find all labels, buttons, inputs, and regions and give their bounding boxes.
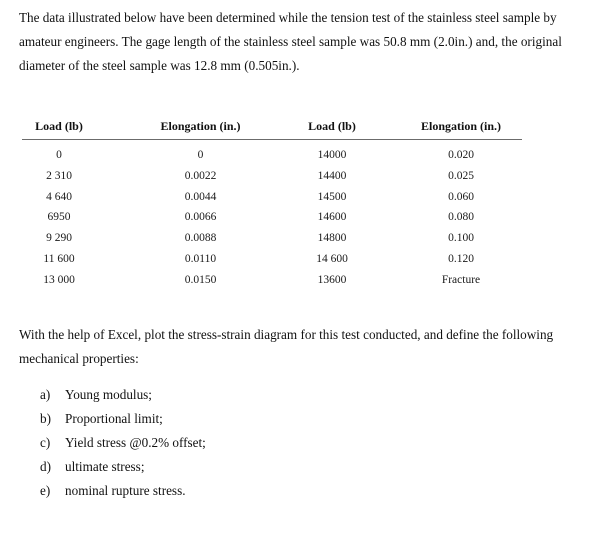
table-cell: 0: [56, 149, 62, 161]
table-cell: 14000: [317, 149, 347, 161]
list-marker: c): [40, 435, 51, 450]
table-cell: 0.0066: [184, 211, 217, 224]
list-marker: a): [40, 387, 51, 402]
table-cell: 13600: [317, 273, 347, 286]
table-cell: 14800: [317, 232, 347, 245]
table-cell: 0.0110: [184, 252, 217, 265]
table-row: [22, 271, 522, 292]
table-cell: 0: [197, 149, 204, 161]
question-text: Proportional limit;: [65, 411, 163, 426]
table-cell: 0.080: [448, 211, 474, 224]
question-text: nominal rupture stress.: [65, 483, 186, 498]
question-list: [40, 383, 206, 503]
table-cell: 4 640: [46, 190, 72, 203]
table-cell: 14600: [317, 211, 347, 224]
intro-paragraph: The data illustrated below have been determined while the tension test of the stainless steel sample by amateur engineers. The gage length of the stainless steel sample was 50.8 mm (2.0in.) and, the original diameter of the steel sample was 12.8 mm (0.505in.).: [19, 10, 562, 73]
question-text: Yield stress @0.2% offset;: [65, 435, 206, 450]
table-cell: 0.0150: [184, 273, 217, 286]
table-cell: 9 290: [46, 232, 72, 245]
table-body: [22, 146, 522, 292]
list-item: [40, 455, 206, 479]
question-text: Young modulus;: [65, 387, 152, 402]
table-cell: 0.0022: [184, 169, 217, 182]
table-cell: 14400: [317, 169, 347, 182]
table-row: [22, 250, 522, 271]
table-row: [22, 188, 522, 209]
list-item: [40, 431, 206, 455]
table-cell: 13 000: [43, 273, 75, 286]
table-cell: 2 310: [46, 169, 72, 182]
list-marker: e): [40, 483, 51, 498]
table-row: [22, 208, 522, 229]
table-cell: 6950: [47, 211, 71, 224]
table-row: [22, 146, 522, 167]
table-cell: 11 600: [43, 252, 75, 265]
table-cell: 14500: [317, 190, 347, 203]
list-marker: b): [40, 411, 51, 426]
table-cell: 0.100: [448, 232, 474, 245]
table-header: [22, 117, 522, 140]
header-elongation-2: Elongation (in.): [420, 119, 501, 133]
header-load-1: Load (lb): [35, 119, 83, 133]
table-row: [22, 229, 522, 250]
table-cell: 0.120: [448, 252, 474, 265]
table-cell: 14 600: [316, 252, 348, 265]
tension-test-table: [22, 117, 522, 286]
table-cell: 0.060: [448, 190, 474, 203]
fracture-label: Fracture: [441, 273, 481, 286]
table-cell: 0.0044: [184, 190, 217, 203]
list-item: [40, 479, 206, 503]
list-marker: d): [40, 459, 51, 474]
list-item: [40, 407, 206, 431]
header-load-2: Load (lb): [308, 119, 356, 133]
list-item: [40, 383, 206, 407]
question-text: ultimate stress;: [65, 459, 145, 474]
task-paragraph: With the help of Excel, plot the stress-strain diagram for this test conducted, and define the following mechanical properties:: [19, 327, 554, 366]
table-row: [22, 167, 522, 188]
table-cell: 0.025: [448, 169, 474, 182]
table-cell: 0.020: [448, 149, 474, 161]
table-cell: 0.0088: [184, 232, 217, 245]
header-elongation-1: Elongation (in.): [160, 119, 241, 133]
